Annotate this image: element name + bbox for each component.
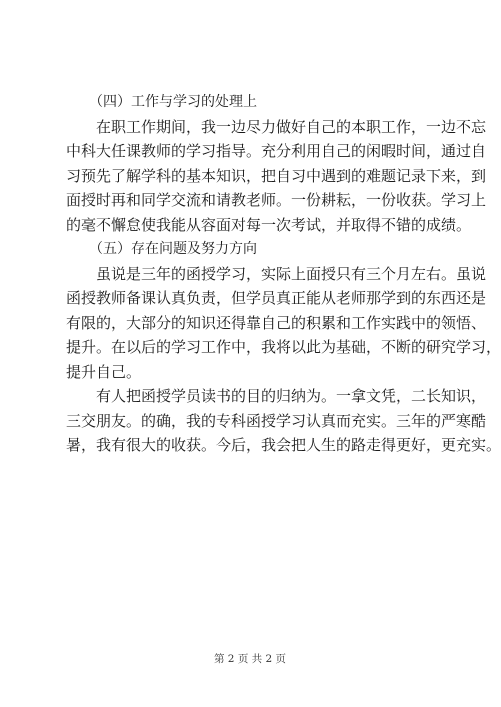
paragraph-line: 有限的，大部分的知识还得靠自己的积累和工作实践中的领悟、 — [66, 313, 487, 332]
paragraph-line: 有人把函授学员读书的目的归纳为。一拿文凭，二长知识， — [96, 387, 487, 405]
paragraph-line: 面授时再和同学交流和请教老师。一份耕耘，一份收获。学习上 — [66, 191, 487, 209]
paragraph-line: 提升自己。 — [66, 362, 142, 381]
paragraph-line: 函授教师备课认真负责，但学员真正能从老师那学到的东西还是 — [66, 289, 487, 307]
paragraph-line: 中科大任课教师的学习指导。充分利用自己的闲暇时间，通过自 — [66, 142, 487, 160]
document-body — [66, 90, 501, 458]
section-heading: （四）工作与学习的处理上 — [89, 94, 257, 110]
paragraph-line: 在职工作期间，我一边尽力做好自己的本职工作，一边不忘 — [96, 117, 487, 136]
paragraph-line: 暑，我有很大的收获。今后，我会把人生的路走得更好，更充实。 — [66, 436, 501, 454]
paragraph-line: 虽说是三年的函授学习，实际上面授只有三个月左右。虽说 — [96, 264, 487, 283]
page-footer: 第 2 页 共 2 页 — [213, 653, 287, 665]
paragraph-line: 提升。在以后的学习工作中，我将以此为基础，不断的研究学习， — [66, 338, 501, 356]
paragraph-line: 的毫不懈怠使我能从容面对每一次考试，并取得不错的成绩。 — [66, 215, 472, 234]
paragraph-line: 三交朋友。的确，我的专科函授学习认真而充实。三年的严寒酷 — [66, 411, 487, 430]
section-heading: （五）存在问题及努力方向 — [89, 241, 257, 257]
paragraph-line: 习预先了解学科的基本知识，把自习中遇到的难题记录下来，到 — [66, 166, 487, 185]
